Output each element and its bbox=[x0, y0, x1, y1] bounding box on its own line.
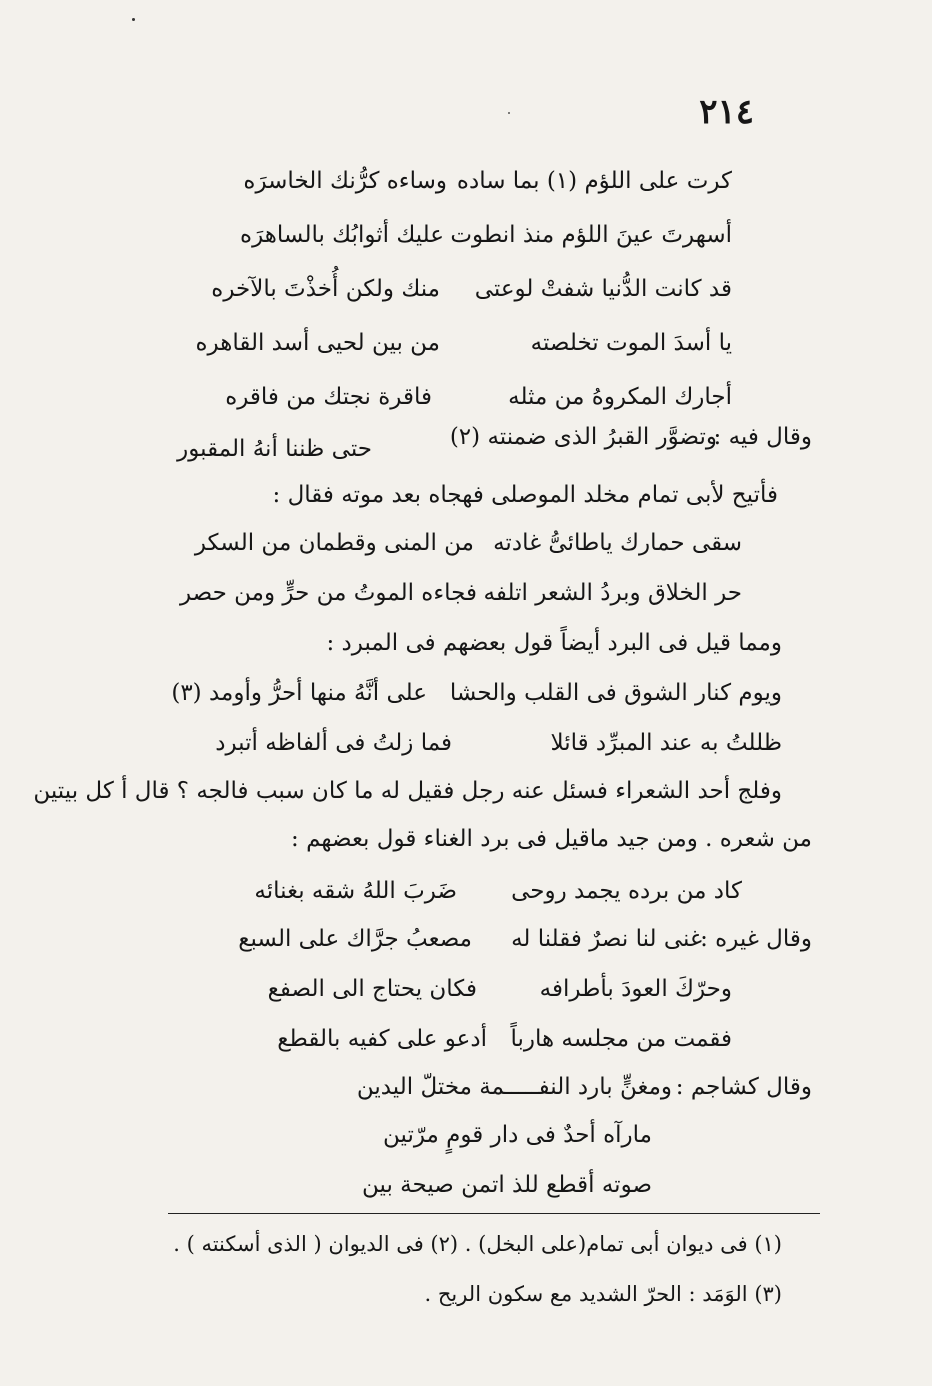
verse-line bbox=[182, 730, 782, 764]
verse-hemistich-second: حتى ظننا أنهُ المقبور bbox=[177, 436, 372, 462]
verse-line bbox=[171, 680, 782, 714]
verse-hemistich-first: فقمت من مجلسه هارباً bbox=[510, 1026, 732, 1052]
verse-hemistich-second: وساءه كرُّنك الخاسرَه bbox=[243, 168, 447, 194]
verse-hemistich-second: منك ولكن أُخذْتَ بالآخره bbox=[211, 276, 440, 302]
verse-hemistich-second: فما زلتُ فى ألفاظه أتبرد bbox=[215, 730, 452, 756]
verse-hemistich-second: فكان يحتاج الى الصفع bbox=[267, 976, 477, 1002]
prose-line: ومما قيل فى البرد أيضاً قول بعضهم فى المبرد : bbox=[326, 630, 782, 656]
verse-hemistich-first: أجارك المكروهُ من مثله bbox=[508, 384, 732, 410]
prose-line: من شعره . ومن جيد ماقيل فى برد الغناء قول بعضهم : bbox=[291, 826, 812, 852]
verse-hemistich-first: ويوم كنار الشوق فى القلب والحشا bbox=[449, 680, 782, 706]
scan-speck bbox=[132, 18, 135, 21]
verse-line bbox=[172, 384, 732, 418]
verse-hemistich-first: سقى حمارك ياطائىُّ غادته bbox=[493, 530, 742, 556]
verse-hemistich-first: وتضوَّر القبرُ الذى ضمنته (٢) bbox=[449, 424, 717, 450]
verse-line bbox=[172, 330, 732, 364]
verse-hemistich-first: وحرّكَ العودَ بأطرافه bbox=[539, 976, 732, 1002]
verse-line bbox=[172, 222, 732, 256]
verse-line bbox=[172, 436, 732, 470]
verse-hemistich-second: فجاءه الموتُ من حرٍّ ومن حصر bbox=[179, 580, 477, 606]
verse-line bbox=[112, 926, 812, 960]
verse-hemistich-first: ظللتُ به عند المبرِّد قائلا bbox=[550, 730, 782, 756]
verse-line bbox=[182, 530, 742, 564]
verse-hemistich-first: ومغنٍّ بارد النفـــــمة مختلّ اليدين bbox=[356, 1074, 672, 1100]
verse-hemistich-first: يا أسدَ الموت تخلصته bbox=[530, 330, 732, 356]
verse-line bbox=[172, 168, 732, 202]
verse-hemistich-second: أدعو على كفيه بالقطع bbox=[277, 1026, 487, 1052]
verse-hemistich-second: عليك أثوابُك بالساهرَه bbox=[240, 222, 444, 248]
verse-lead: وقال فيه : bbox=[713, 424, 812, 450]
verse-line bbox=[172, 976, 732, 1010]
verse-hemistich-second: ضَربَ اللهُ شقه بغنائه bbox=[254, 878, 457, 904]
verse-hemistich-first: كرت على اللؤم (١) بما ساده bbox=[456, 168, 732, 194]
verse-hemistich-first: حر الخلاق وبردُ الشعر اتلفه bbox=[483, 580, 742, 606]
verse-line: مارآه أحدٌ فى دار قومٍ مرّتين bbox=[383, 1122, 652, 1148]
verse-hemistich-first: أسهرتَ عينَ اللؤم منذ انطوت bbox=[450, 222, 732, 248]
verse-lead: وقال كشاجم : bbox=[675, 1074, 812, 1100]
verse-hemistich-first: قد كانت الدُّنيا شفتْ لوعتى bbox=[474, 276, 732, 302]
verse-line bbox=[172, 1026, 732, 1060]
footnote-line: (٣) الوَمَد : الحرّ الشديد مع سكون الريح . bbox=[424, 1282, 782, 1306]
verse-line bbox=[172, 276, 732, 310]
prose-line: فأتيح لأبى تمام مخلد الموصلى فهجاه بعد موته فقال : bbox=[272, 482, 778, 508]
page-number: ٢١٤ bbox=[699, 92, 754, 132]
verse-line bbox=[179, 580, 742, 614]
verse-line bbox=[182, 878, 742, 912]
verse-hemistich-first: كاد من برده يجمد روحى bbox=[511, 878, 742, 904]
verse-hemistich-second: مصعبُ جرَّاك على السبع bbox=[238, 926, 472, 952]
prose-line: وفلج أحد الشعراء فسئل عنه رجل فقيل له ما كان سبب فالجه ؟ قال أ كل بيتين bbox=[33, 778, 782, 804]
verse-lead: وقال غيره : bbox=[700, 926, 812, 952]
footnote-line: (١) فى ديوان أبى تمام(على البخل) . (٢) فى الديوان ( الذى أسكنته ) . bbox=[173, 1232, 782, 1256]
verse-hemistich-first: غنى لنا نصرٌ فقلنا له bbox=[511, 926, 702, 952]
scan-speck bbox=[508, 112, 510, 114]
verse-hemistich-second: فاقرة نجتك من فاقره bbox=[225, 384, 432, 410]
verse-hemistich-second: من بين لحيى أسد القاهره bbox=[195, 330, 440, 356]
verse-hemistich-second: على أنَّهُ منها أحرُّ وأومد (٣) bbox=[171, 680, 427, 706]
verse-hemistich-second: من المنى وقطمان من السكر bbox=[194, 530, 474, 556]
verse-line: صوته أقطع للذ اتمن صيحة بين bbox=[362, 1172, 652, 1198]
verse-line bbox=[112, 1074, 812, 1108]
footnote-separator bbox=[168, 1213, 820, 1214]
